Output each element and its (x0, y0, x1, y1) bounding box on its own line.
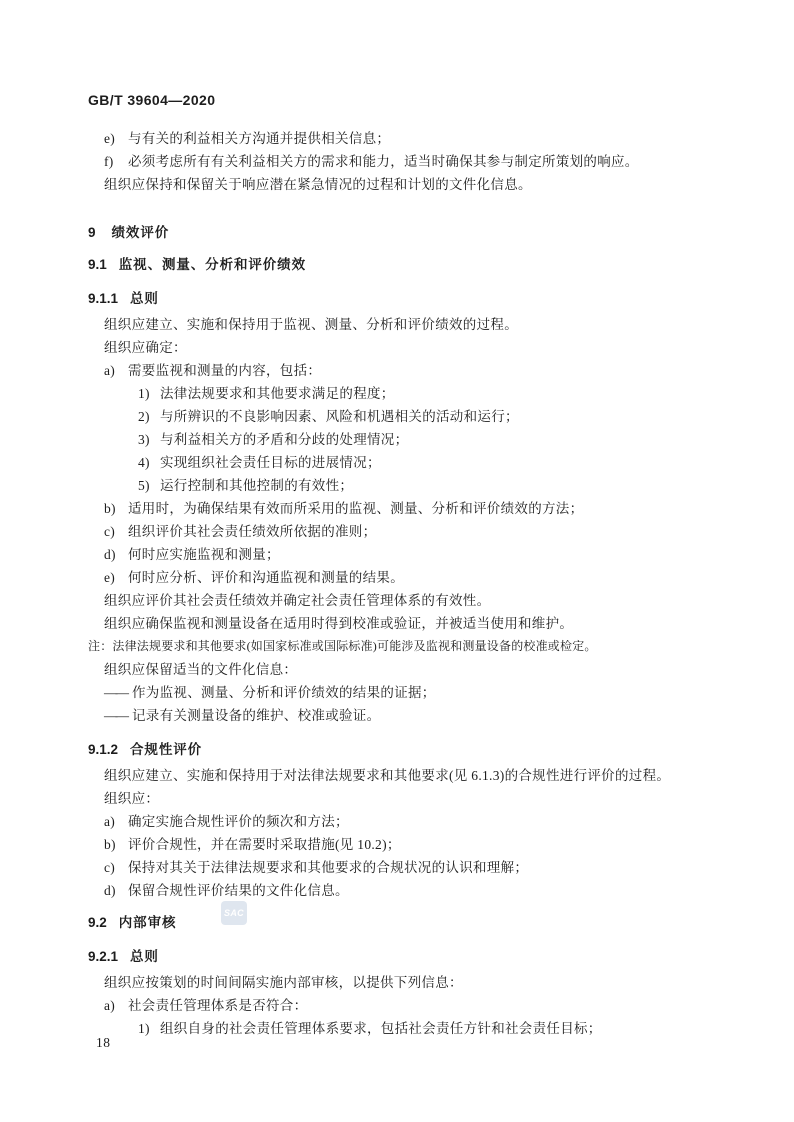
paragraph (88, 658, 754, 681)
paragraph (88, 589, 754, 612)
paragraph-text: 组织应确保监视和测量设备在适用时得到校准或验证，并被适当使用和维护。 (104, 616, 574, 631)
section-title: 监视、测量、分析和评价绩效 (118, 257, 306, 272)
list-marker: 1) (138, 1021, 150, 1036)
list-marker: 3) (138, 432, 150, 447)
list-marker: —— (104, 685, 127, 700)
section-title: 总则 (130, 291, 159, 306)
clause-heading (88, 287, 754, 310)
list-marker: 1) (138, 386, 150, 401)
list-item (88, 856, 754, 879)
section-number: 9.1.2 (88, 742, 119, 757)
list-marker: e) (104, 131, 116, 146)
list-marker: c) (104, 860, 116, 875)
list-item (88, 833, 754, 856)
list-text: 法律法规要求和其他要求满足的程度； (160, 386, 395, 401)
note (88, 635, 754, 658)
section-title: 总则 (130, 949, 159, 964)
sub-list-item (88, 405, 754, 428)
list-item (88, 543, 754, 566)
paragraph-text: 注：法律法规要求和其他要求(如国家标准或国际标准)可能涉及监视和测量设备的校准或检定。 (88, 639, 597, 653)
list-text: 保持对其关于法律法规要求和其他要求的合规状况的认识和理解； (128, 860, 529, 875)
list-text: 保留合规性评价结果的文件化信息。 (128, 883, 349, 898)
list-marker: d) (104, 547, 116, 562)
sub-list-item (88, 382, 754, 405)
sub-list-item (88, 1017, 754, 1040)
paragraph-text: 组织应评价其社会责任绩效并确定社会责任管理体系的有效性。 (104, 593, 491, 608)
paragraph (88, 787, 754, 810)
standard-number-header: GB/T 39604—2020 (88, 92, 216, 108)
paragraph-text: 组织应建立、实施和保持用于对法律法规要求和其他要求(见 6.1.3)的合规性进行评价的过程。 (104, 768, 671, 783)
list-marker: e) (104, 570, 116, 585)
list-text: 确定实施合规性评价的频次和方法； (128, 814, 349, 829)
subsection-heading (88, 911, 754, 934)
paragraph-text: 组织应保持和保留关于响应潜在紧急情况的过程和计划的文件化信息。 (104, 177, 532, 192)
list-text: 与利益相关方的矛盾和分歧的处理情况； (160, 432, 409, 447)
list-text: 与所辨识的不良影响因素、风险和机遇相关的活动和运行； (160, 409, 519, 424)
section-title: 内部审核 (118, 915, 177, 930)
list-text: 适用时，为确保结果有效而所采用的监视、测量、分析和评价绩效的方法； (128, 501, 584, 516)
list-marker: 4) (138, 455, 150, 470)
document-body (88, 127, 754, 1040)
section-number: 9.2.1 (88, 949, 119, 964)
list-text: 与有关的利益相关方沟通并提供相关信息； (128, 131, 391, 146)
list-marker: b) (104, 837, 116, 852)
sub-list-item (88, 451, 754, 474)
paragraph (88, 336, 754, 359)
sub-list-item (88, 474, 754, 497)
paragraph-text: 组织应按策划的时间间隔实施内部审核，以提供下列信息： (104, 975, 463, 990)
clause-heading (88, 738, 754, 761)
list-item (88, 994, 754, 1017)
list-item (88, 150, 754, 173)
list-text: 实现组织社会责任目标的进展情况； (160, 455, 381, 470)
section-number: 9.2 (88, 915, 107, 930)
list-item (88, 520, 754, 543)
list-text: 作为监视、测量、分析和评价绩效的结果的证据； (132, 685, 436, 700)
paragraph (88, 313, 754, 336)
paragraph-text: 组织应确定： (104, 340, 187, 355)
paragraph (88, 764, 754, 787)
list-marker: a) (104, 998, 116, 1013)
list-marker: d) (104, 883, 116, 898)
section-number: 9.1 (88, 257, 107, 272)
section-heading (88, 221, 754, 244)
list-text: 运行控制和其他控制的有效性； (160, 478, 354, 493)
sac-watermark-logo: SAC (221, 901, 247, 925)
list-marker: 5) (138, 478, 150, 493)
list-text: 需要监视和测量的内容，包括： (128, 363, 322, 378)
list-marker: f) (104, 154, 114, 169)
list-text: 必须考虑所有有关利益相关方的需求和能力，适当时确保其参与制定所策划的响应。 (128, 154, 639, 169)
list-text: 组织评价其社会责任绩效所依据的准则； (128, 524, 377, 539)
list-text: 社会责任管理体系是否符合： (128, 998, 308, 1013)
paragraph (88, 612, 754, 635)
section-title: 合规性评价 (130, 742, 203, 757)
sub-list-item (88, 428, 754, 451)
paragraph (88, 971, 754, 994)
list-text: 记录有关测量设备的维护、校准或验证。 (132, 708, 381, 723)
section-number: 9 (88, 225, 96, 240)
paragraph-text: 组织应建立、实施和保持用于监视、测量、分析和评价绩效的过程。 (104, 317, 518, 332)
subsection-heading (88, 253, 754, 276)
list-marker: a) (104, 814, 116, 829)
list-item (88, 359, 754, 382)
list-marker: b) (104, 501, 116, 516)
list-marker: c) (104, 524, 116, 539)
list-marker: —— (104, 708, 127, 723)
list-item (88, 879, 754, 902)
section-number: 9.1.1 (88, 291, 119, 306)
list-item (88, 497, 754, 520)
list-text: 组织自身的社会责任管理体系要求，包括社会责任方针和社会责任目标； (160, 1021, 602, 1036)
list-text: 何时应实施监视和测量； (128, 547, 280, 562)
list-item (88, 810, 754, 833)
list-item (88, 127, 754, 150)
section-title: 绩效评价 (111, 225, 170, 240)
dash-item (88, 704, 754, 727)
dash-item (88, 681, 754, 704)
list-marker: a) (104, 363, 116, 378)
list-text: 评价合规性，并在需要时采取措施(见 10.2)； (128, 837, 401, 852)
clause-heading (88, 945, 754, 968)
paragraph-text: 组织应： (104, 791, 160, 806)
list-item (88, 566, 754, 589)
paragraph-text: 组织应保留适当的文件化信息： (104, 662, 298, 677)
list-marker: 2) (138, 409, 150, 424)
paragraph (88, 173, 754, 196)
list-text: 何时应分析、评价和沟通监视和测量的结果。 (128, 570, 404, 585)
page-number: 18 (96, 1035, 111, 1050)
